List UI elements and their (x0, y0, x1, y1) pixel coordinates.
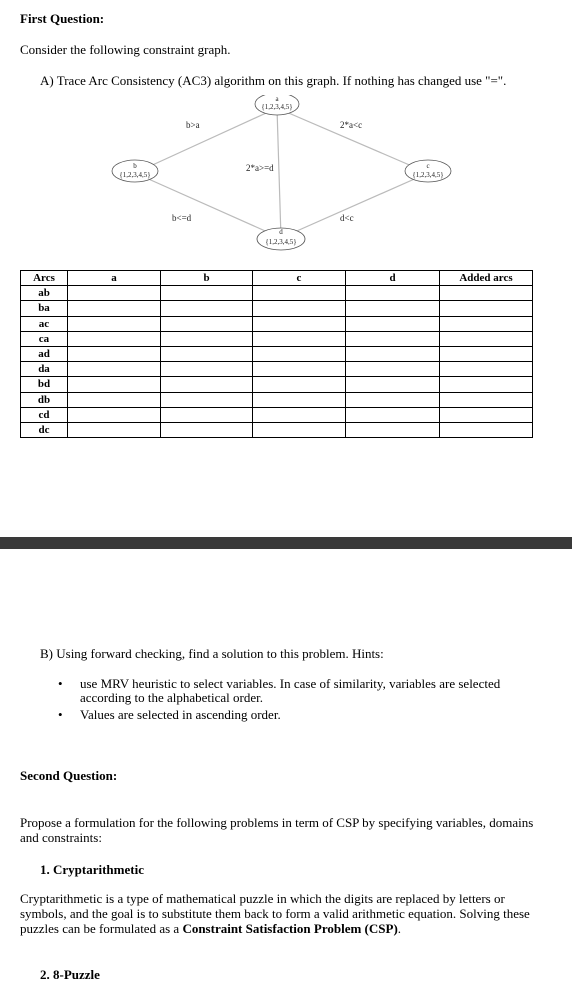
node-b-domain: {1,2,3,4,5} (119, 171, 151, 179)
cell-b[interactable] (161, 362, 253, 377)
cryptarithmetic-title: 1. Cryptarithmetic (40, 862, 144, 877)
node-c-domain: {1,2,3,4,5} (412, 171, 444, 179)
hint-ascending: Values are selected in ascending order. (80, 707, 281, 722)
cell-c[interactable] (253, 331, 346, 346)
node-d (257, 228, 305, 250)
edge-label-d-c: d<c (340, 213, 354, 223)
table-row (21, 316, 533, 331)
cell-added-arcs[interactable] (440, 422, 533, 437)
cell-added-arcs[interactable] (440, 362, 533, 377)
node-d-domain: {1,2,3,4,5} (265, 238, 297, 246)
cell-added-arcs[interactable] (440, 392, 533, 407)
cell-added-arcs[interactable] (440, 316, 533, 331)
arc-label: ac (21, 316, 68, 331)
node-b (112, 160, 158, 182)
question2-title: Second Question: (20, 768, 118, 783)
node-b-name: b (133, 162, 137, 170)
cell-c[interactable] (253, 286, 346, 301)
header-a: a (68, 271, 161, 286)
hint-mrv: use MRV heuristic to select variables. In case of similarity, variables are selected according to the alphabetical order. (80, 676, 501, 705)
cell-added-arcs[interactable] (440, 301, 533, 316)
table-header-row (21, 271, 533, 286)
cell-a[interactable] (68, 422, 161, 437)
arc-label: da (21, 362, 68, 377)
cell-b[interactable] (161, 316, 253, 331)
cell-d[interactable] (346, 301, 440, 316)
edge-a-d (277, 108, 281, 238)
cell-b[interactable] (161, 346, 253, 361)
edge-label-a-d: 2*a>=d (246, 163, 274, 173)
node-d-name: d (279, 228, 283, 236)
cell-c[interactable] (253, 316, 346, 331)
arc-label: bd (21, 377, 68, 392)
cell-c[interactable] (253, 346, 346, 361)
cell-added-arcs[interactable] (440, 407, 533, 422)
header-added-arcs: Added arcs (440, 271, 533, 286)
cell-c[interactable] (253, 422, 346, 437)
table-row (21, 422, 533, 437)
constraint-graph (0, 95, 572, 255)
cell-added-arcs[interactable] (440, 377, 533, 392)
cell-d[interactable] (346, 331, 440, 346)
arc-label: ad (21, 346, 68, 361)
cell-a[interactable] (68, 316, 161, 331)
cell-b[interactable] (161, 377, 253, 392)
bullet-icon: • (58, 676, 63, 691)
header-b: b (161, 271, 253, 286)
header-arcs: Arcs (21, 271, 68, 286)
partA-instructions: A) Trace Arc Consistency (AC3) algorithm on this graph. If nothing has changed use "=". (40, 73, 507, 88)
cell-a[interactable] (68, 331, 161, 346)
cell-b[interactable] (161, 407, 253, 422)
question2-intro: Propose a formulation for the following problems in term of CSP by specifying variables, domains and constraints: (20, 815, 534, 845)
node-a-name: a (275, 95, 279, 103)
table-row (21, 301, 533, 316)
node-a-domain: {1,2,3,4,5} (261, 103, 293, 111)
cell-b[interactable] (161, 331, 253, 346)
table-row (21, 362, 533, 377)
cell-b[interactable] (161, 392, 253, 407)
cell-d[interactable] (346, 392, 440, 407)
cell-c[interactable] (253, 392, 346, 407)
cell-b[interactable] (161, 286, 253, 301)
node-c (405, 160, 451, 182)
arc-label: cd (21, 407, 68, 422)
table-row (21, 377, 533, 392)
arc-label: ab (21, 286, 68, 301)
bullet-icon: • (58, 707, 63, 722)
cell-added-arcs[interactable] (440, 346, 533, 361)
edge-b-d (135, 173, 281, 238)
partB-instructions: B) Using forward checking, find a solution to this problem. Hints: (40, 646, 384, 661)
edge-label-a-c: 2*a<c (340, 120, 363, 130)
node-a (255, 95, 299, 115)
cell-a[interactable] (68, 286, 161, 301)
table-row (21, 407, 533, 422)
cell-c[interactable] (253, 407, 346, 422)
page-divider (0, 537, 572, 549)
edge-a-c (277, 108, 428, 173)
cell-d[interactable] (346, 316, 440, 331)
cell-c[interactable] (253, 377, 346, 392)
arc-label: db (21, 392, 68, 407)
cell-a[interactable] (68, 362, 161, 377)
8-puzzle-title: 2. 8-Puzzle (40, 967, 100, 982)
cell-d[interactable] (346, 346, 440, 361)
cell-b[interactable] (161, 422, 253, 437)
cell-added-arcs[interactable] (440, 331, 533, 346)
arc-label: ca (21, 331, 68, 346)
table-row (21, 331, 533, 346)
arc-label: ba (21, 301, 68, 316)
arc-label: dc (21, 422, 68, 437)
cryptarithmetic-description (20, 891, 550, 936)
edge-d-c (281, 173, 428, 238)
question1-title: First Question: (20, 11, 105, 26)
cell-a[interactable] (68, 377, 161, 392)
edge-label-b-d: b<=d (172, 213, 192, 223)
cell-d[interactable] (346, 362, 440, 377)
cell-d[interactable] (346, 286, 440, 301)
table-row (21, 286, 533, 301)
table-row (21, 346, 533, 361)
cell-c[interactable] (253, 362, 346, 377)
edge-label-b-a: b>a (186, 120, 200, 130)
cell-d[interactable] (346, 377, 440, 392)
cell-b[interactable] (161, 301, 253, 316)
crypt-text-bold: Constraint Satisfaction Problem (CSP) (182, 921, 398, 936)
header-c: c (253, 271, 346, 286)
question1-intro: Consider the following constraint graph. (20, 42, 231, 57)
cell-d[interactable] (346, 422, 440, 437)
ac3-trace-table (20, 270, 533, 438)
node-c-name: c (426, 162, 430, 170)
cell-c[interactable] (253, 301, 346, 316)
crypt-text-part2: . (397, 921, 402, 936)
cell-a[interactable] (68, 346, 161, 361)
cell-d[interactable] (346, 407, 440, 422)
cell-a[interactable] (68, 392, 161, 407)
cell-a[interactable] (68, 301, 161, 316)
table-row (21, 392, 533, 407)
cell-added-arcs[interactable] (440, 286, 533, 301)
crypt-text-part1: Cryptarithmetic is a type of mathematical puzzle in which the digits are replaced by letters or symbols, and the goal is to substitute them back to form a valid arithmetic equation. Solving these puzzles can be formulated as a (20, 891, 530, 936)
cell-a[interactable] (68, 407, 161, 422)
header-d: d (346, 271, 440, 286)
